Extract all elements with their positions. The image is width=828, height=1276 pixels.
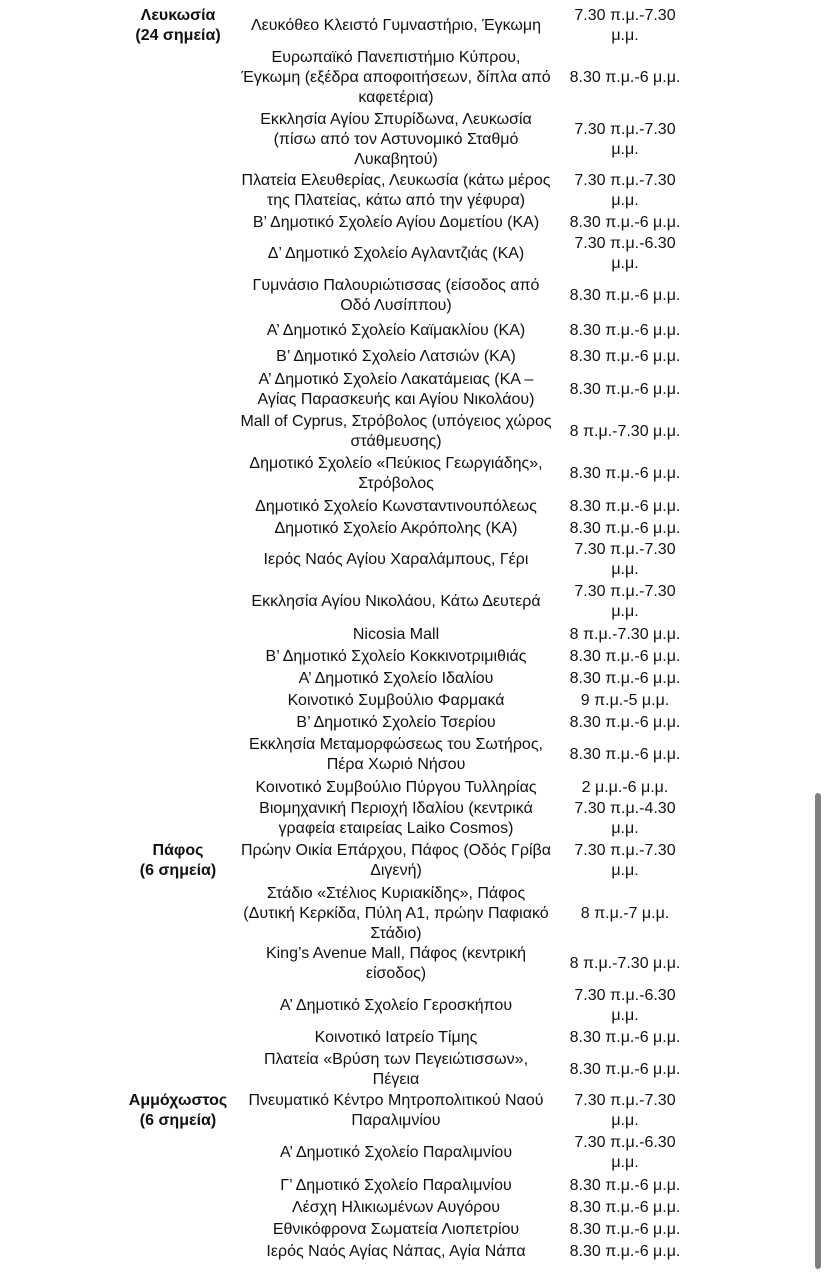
hours-cell: 8.30 π.μ.-6 μ.μ. (569, 381, 681, 398)
location-cell: Λευκόθεο Κλειστό Γυμναστήριο, Έγκωμη (250, 17, 542, 34)
hours-cell: 8.30 π.μ.-6 μ.μ. (569, 1029, 681, 1046)
table-row (0, 735, 828, 775)
location-cell: Δημοτικό Σχολείο «Πεύκιος Γεωργιάδης», Στρόβολος (249, 455, 543, 492)
location-cell: Κοινοτικό Ιατρείο Τίμης (314, 1029, 478, 1046)
hours-cell: 8.30 π.μ.-6 μ.μ. (569, 714, 681, 731)
location-cell: Ιερός Ναός Αγίας Νάπας, Αγία Νάπα (266, 1243, 526, 1260)
hours-cell: 8.30 π.μ.-6 μ.μ. (569, 465, 681, 482)
hours-cell: 8.30 π.μ.-6 μ.μ. (569, 1177, 681, 1194)
table-row (0, 986, 828, 1026)
location-cell: Α’ Δημοτικό Σχολείο Ιδαλίου (298, 670, 494, 687)
hours-cell: 7.30 π.μ.-7.30 μ.μ. (574, 541, 676, 578)
table-row (0, 883, 828, 945)
table-row (0, 1091, 828, 1131)
location-cell: Β’ Δημοτικό Σχολείο Κοκκινοτριμιθιάς (265, 648, 527, 665)
table-row (0, 6, 828, 46)
table-row (0, 518, 828, 540)
hours-cell: 8.30 π.μ.-6 μ.μ. (569, 520, 681, 537)
table-row (0, 624, 828, 646)
hours-cell: 8.30 π.μ.-6 μ.μ. (569, 322, 681, 339)
table-row (0, 841, 828, 881)
hours-cell: 8.30 π.μ.-6 μ.μ. (569, 1243, 681, 1260)
hours-cell: 8 π.μ.-7.30 μ.μ. (569, 423, 681, 440)
location-cell: Πνευματικό Κέντρο Μητροπολιτικού Ναού Παραλιμνίου (248, 1092, 544, 1129)
hours-cell: 7.30 π.μ.-7.30 μ.μ. (574, 1092, 676, 1129)
table-row (0, 799, 828, 839)
location-cell: Mall of Cyprus, Στρόβολος (υπόγειος χώρος στάθμευσης) (240, 413, 552, 450)
table-row (0, 109, 828, 171)
location-cell: Β’ Δημοτικό Σχολείο Τσερίου (296, 714, 496, 731)
location-cell: Εκκλησία Αγίου Σπυρίδωνα, Λευκωσία (πίσω από τον Αστυνομικό Σταθμό Λυκαβητού) (260, 111, 532, 168)
table-row (0, 582, 828, 622)
hours-cell: 7.30 π.μ.-7.30 μ.μ. (574, 172, 676, 209)
location-cell: Λέσχη Ηλικιωμένων Αυγόρου (291, 1199, 501, 1216)
table-row (0, 668, 828, 690)
table-row (0, 234, 828, 274)
hours-cell: 2 μ.μ.-6 μ.μ. (581, 779, 669, 796)
hours-cell: 7.30 π.μ.-7.30 μ.μ. (574, 583, 676, 620)
hours-cell: 8.30 π.μ.-6 μ.μ. (569, 1061, 681, 1078)
table-row (0, 1133, 828, 1173)
location-cell: Εκκλησία Αγίου Νικολάου, Κάτω Δευτερά (251, 593, 541, 610)
hours-cell: 7.30 π.μ.-7.30 μ.μ. (574, 842, 676, 879)
location-cell: Βιομηχανική Περιοχή Ιδαλίου (κεντρικά γραφεία εταιρείας Laiko Cosmos) (259, 800, 533, 837)
hours-cell: 8.30 π.μ.-6 μ.μ. (569, 69, 681, 86)
table-row (0, 1027, 828, 1049)
location-cell: King’s Avenue Mall, Πάφος (κεντρική είσοδος) (265, 945, 527, 982)
hours-cell: 8.30 π.μ.-6 μ.μ. (569, 287, 681, 304)
location-cell: Α’ Δημοτικό Σχολείο Γεροσκήπου (279, 997, 513, 1014)
table-row (0, 454, 828, 494)
location-cell: Γ’ Δημοτικό Σχολείο Παραλιμνίου (280, 1177, 512, 1194)
table-row (0, 47, 828, 109)
table-row (0, 276, 828, 316)
hours-cell: 8.30 π.μ.-6 μ.μ. (569, 498, 681, 515)
location-cell: Β’ Δημοτικό Σχολείο Λατσιών (ΚΑ) (276, 348, 516, 365)
hours-cell: 8.30 π.μ.-6 μ.μ. (569, 670, 681, 687)
hours-cell: 7.30 π.μ.-7.30 μ.μ. (574, 7, 676, 44)
table-row (0, 944, 828, 984)
hours-cell: 8.30 π.μ.-6 μ.μ. (569, 1199, 681, 1216)
hours-cell: 8.30 π.μ.-6 μ.μ. (569, 648, 681, 665)
hours-cell: 8 π.μ.-7 μ.μ. (580, 905, 670, 922)
location-cell: Δημοτικό Σχολείο Κωνσταντινουπόλεως (255, 498, 537, 515)
hours-cell: 9 π.μ.-5 μ.μ. (580, 692, 670, 709)
location-cell: Εθνικόφρονα Σωματεία Λιοπετρίου (272, 1221, 520, 1238)
table-row (0, 540, 828, 580)
district-cell: Πάφος (6 σημεία) (139, 842, 217, 879)
location-cell: Δ’ Δημοτικό Σχολείο Αγλαντζιάς (ΚΑ) (267, 245, 525, 262)
table-row (0, 712, 828, 734)
location-cell: Α’ Δημοτικό Σχολείο Λακατάμειας (ΚΑ – Αγίας Παρασκευής και Αγίου Νικολάου) (257, 371, 535, 408)
hours-cell: 7.30 π.μ.-6.30 μ.μ. (574, 987, 676, 1024)
table-row (0, 1050, 828, 1090)
location-cell: Κοινοτικό Συμβούλιο Πύργου Τυλληρίας (255, 779, 537, 796)
table-row (0, 346, 828, 368)
table-row (0, 1219, 828, 1241)
location-cell: Πλατεία Ελευθερίας, Λευκωσία (κάτω μέρος της Πλατείας, κάτω από την γέφυρα) (241, 172, 551, 209)
table-row (0, 320, 828, 342)
table-row (0, 1175, 828, 1197)
table-row (0, 690, 828, 712)
hours-cell: 7.30 π.μ.-6.30 μ.μ. (574, 1134, 676, 1171)
hours-cell: 7.30 π.μ.-6.30 μ.μ. (574, 235, 676, 272)
location-cell: Κοινοτικό Συμβούλιο Φαρμακά (287, 692, 505, 709)
location-cell: Δημοτικό Σχολείο Ακρόπολης (ΚΑ) (274, 520, 518, 537)
table-row (0, 646, 828, 668)
hours-cell: 7.30 π.μ.-4.30 μ.μ. (574, 800, 676, 837)
scrollbar-thumb[interactable] (815, 793, 821, 1269)
location-cell: Ιερός Ναός Αγίου Χαραλάμπους, Γέρι (263, 551, 529, 568)
district-cell: Λευκωσία (24 σημεία) (135, 7, 221, 44)
table-row (0, 212, 828, 234)
table-row (0, 1241, 828, 1263)
location-cell: Πρώην Οικία Επάρχου, Πάφος (Οδός Γρίβα Διγενή) (241, 842, 551, 879)
hours-cell: 8.30 π.μ.-6 μ.μ. (569, 746, 681, 763)
location-cell: Γυμνάσιο Παλουριώτισσας (είσοδος από Οδό Λυσίππου) (252, 277, 540, 314)
hours-cell: 7.30 π.μ.-7.30 μ.μ. (574, 121, 676, 158)
location-cell: Στάδιο «Στέλιος Κυριακίδης», Πάφος (Δυτική Κερκίδα, Πύλη Α1, πρώην Παφιακό Στάδιο) (243, 885, 549, 942)
hours-cell: 8 π.μ.-7.30 μ.μ. (569, 626, 681, 643)
district-cell: Αμμόχωστος (6 σημεία) (128, 1092, 228, 1129)
location-cell: Α’ Δημοτικό Σχολείο Καϊμακλίου (ΚΑ) (266, 322, 526, 339)
table-row (0, 370, 828, 410)
table-row (0, 171, 828, 211)
hours-cell: 8.30 π.μ.-6 μ.μ. (569, 1221, 681, 1238)
location-cell: Α’ Δημοτικό Σχολείο Παραλιμνίου (279, 1144, 513, 1161)
location-cell: Β’ Δημοτικό Σχολείο Αγίου Δομετίου (ΚΑ) (252, 214, 540, 231)
table-row (0, 496, 828, 518)
table-row (0, 777, 828, 799)
location-cell: Εκκλησία Μεταμορφώσεως του Σωτήρος, Πέρα Χωριό Νήσου (249, 736, 543, 773)
hours-cell: 8.30 π.μ.-6 μ.μ. (569, 348, 681, 365)
hours-cell: 8.30 π.μ.-6 μ.μ. (569, 214, 681, 231)
location-cell: Ευρωπαϊκό Πανεπιστήμιο Κύπρου, Έγκωμη (εξέδρα αποφοιτήσεων, δίπλα από καφετέρια) (241, 49, 551, 106)
table-row (0, 412, 828, 452)
location-cell: Nicosia Mall (352, 626, 440, 643)
table-row (0, 1197, 828, 1219)
hours-cell: 8 π.μ.-7.30 μ.μ. (569, 955, 681, 972)
location-cell: Πλατεία «Βρύση των Πεγειώτισσων», Πέγεια (263, 1051, 529, 1088)
